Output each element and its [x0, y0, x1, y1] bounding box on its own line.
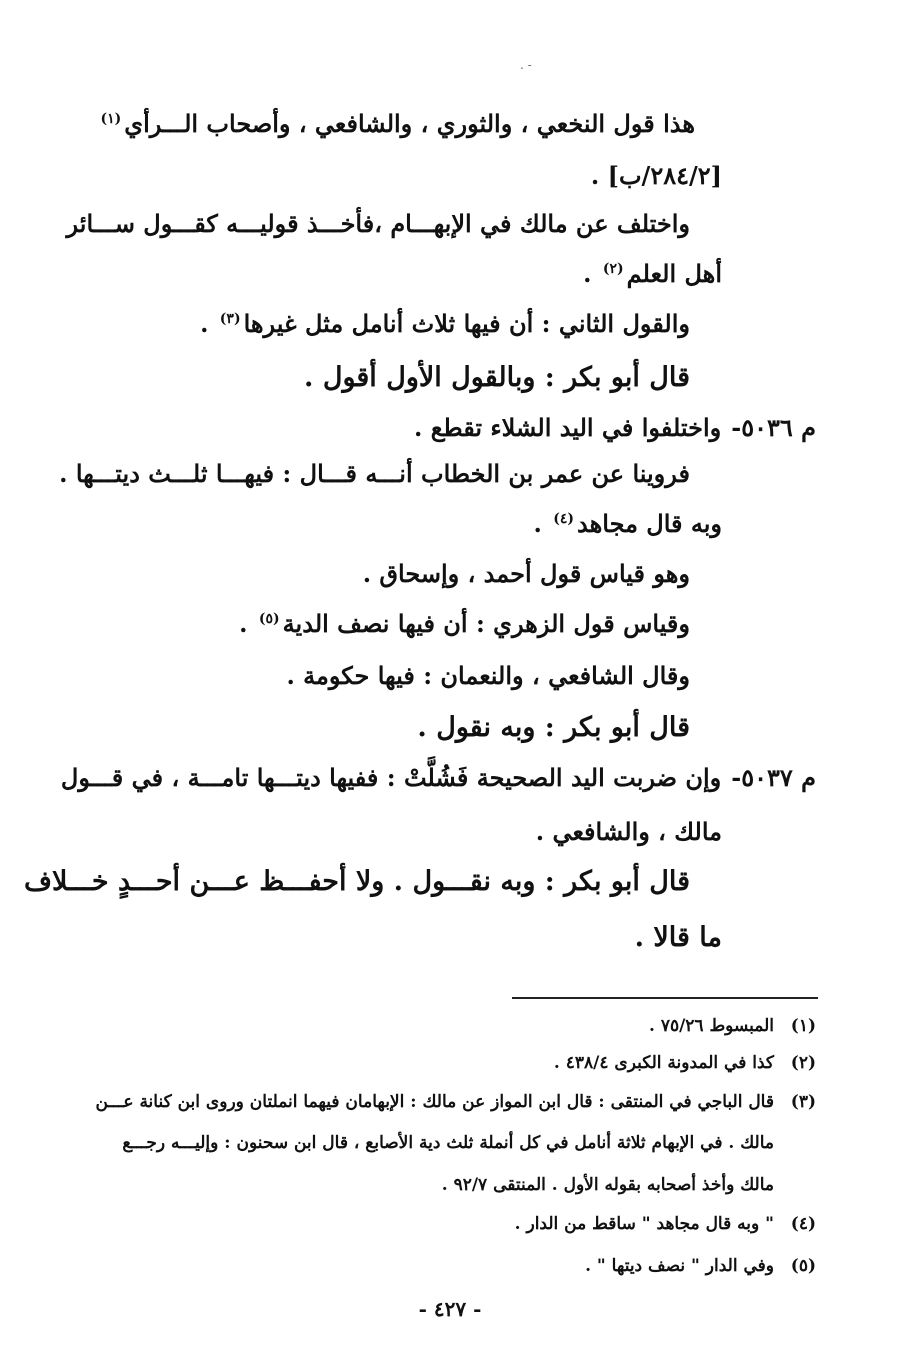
section-heading: قال أبو بكر : وبه نقول .	[417, 712, 690, 743]
paragraph-line: أهل العلم$^{(٢)}$ .	[583, 259, 722, 288]
paragraph-line: مالك ، والشافعي .	[535, 817, 722, 846]
footnote-mark: (٣)	[790, 1092, 816, 1112]
paragraph-line: وقال الشافعي ، والنعمان : فيها حكومة .	[286, 661, 690, 690]
issue-line: م ٥٠٣٦-واختلفوا في اليد الشلاء تقطع .	[414, 413, 816, 442]
footnote-continuation: مالك . في الإبهام ثلاثة أنامل في كل أنملة ثلث دية الأصابع ، قال ابن سحنون : وإليـــه رجـــع	[122, 1133, 774, 1153]
footnote-mark: (٢)	[790, 1053, 816, 1073]
paragraph-line: فروينا عن عمر بن الخطاب أنـــه قـــال : فيهـــا ثلـــث ديتـــها .	[59, 459, 690, 488]
footnote: (٣)قال الباجي في المنتقى : قال ابن المواز عن مالك : الإبهامان فيهما انملتان وروى ابن كنانة عـــن	[95, 1092, 816, 1112]
paragraph-line: وبه قال مجاهد$^{(٤)}$ .	[533, 509, 722, 538]
footnote: (٢)كذا في المدونة الكبرى ٤٣٨/٤ .	[553, 1053, 816, 1073]
footnote-ref[interactable]: (٥)	[258, 611, 280, 627]
section-heading: ما قالا .	[634, 922, 722, 953]
footnote: (٥)وفي الدار " نصف ديتها " .	[585, 1256, 816, 1276]
paragraph-line: وهو قياس قول أحمد ، وإسحاق .	[362, 559, 690, 588]
paragraph-line: وقياس قول الزهري : أن فيها نصف الدية$^{(٥)}$ .	[239, 609, 690, 638]
footnote-ref[interactable]: (٤)	[553, 511, 575, 527]
footnote-ref[interactable]: (٣)	[219, 311, 241, 327]
paragraph-line: واختلف عن مالك في الإبهـــام ،فأخـــذ قوليـــه كقـــول ســـائر	[66, 209, 690, 238]
issue-number: م ٥٠٣٦-	[731, 413, 816, 442]
paragraph-line: [٢٨٤/٢/ب] .	[590, 161, 722, 190]
section-heading: قال أبو بكر : وبالقول الأول أقول .	[304, 362, 690, 393]
page-number: - ٤٢٧ -	[418, 1297, 482, 1321]
issue-line: م ٥٠٣٧-وإن ضربت اليد الصحيحة فَشُلَّتْ : ففيها ديتـــها تامـــة ، في قـــول	[60, 763, 816, 792]
footnote-mark: (٥)	[790, 1256, 816, 1276]
footnote-mark: (١)	[790, 1016, 816, 1036]
footnote-ref[interactable]: (٢)	[602, 261, 624, 277]
footnote-continuation: مالك وأخذ أصحابه بقوله الأول . المنتقى ٩٢/٧ .	[441, 1175, 774, 1195]
section-heading: قال أبو بكر : وبه نقـــول . ولا أحفـــظ عـــن أحـــدٍ خـــلاف	[24, 866, 690, 897]
footnote: (١)المبسوط ٧٥/٢٦ .	[648, 1016, 816, 1036]
footnote-divider	[512, 997, 818, 999]
paragraph-line: هذا قول النخعي ، والثوري ، والشافعي ، وأصحاب الـــرأي$^{(١)}$	[100, 109, 695, 138]
top-mark: - .	[520, 58, 532, 72]
paragraph-line: والقول الثاني : أن فيها ثلاث أنامل مثل غيرها$^{(٣)}$ .	[200, 309, 690, 338]
footnote-mark: (٤)	[790, 1214, 816, 1234]
footnote: (٤)" وبه قال مجاهد " ساقط من الدار .	[514, 1214, 816, 1234]
issue-number: م ٥٠٣٧-	[731, 763, 816, 792]
footnote-ref[interactable]: (١)	[100, 111, 122, 127]
